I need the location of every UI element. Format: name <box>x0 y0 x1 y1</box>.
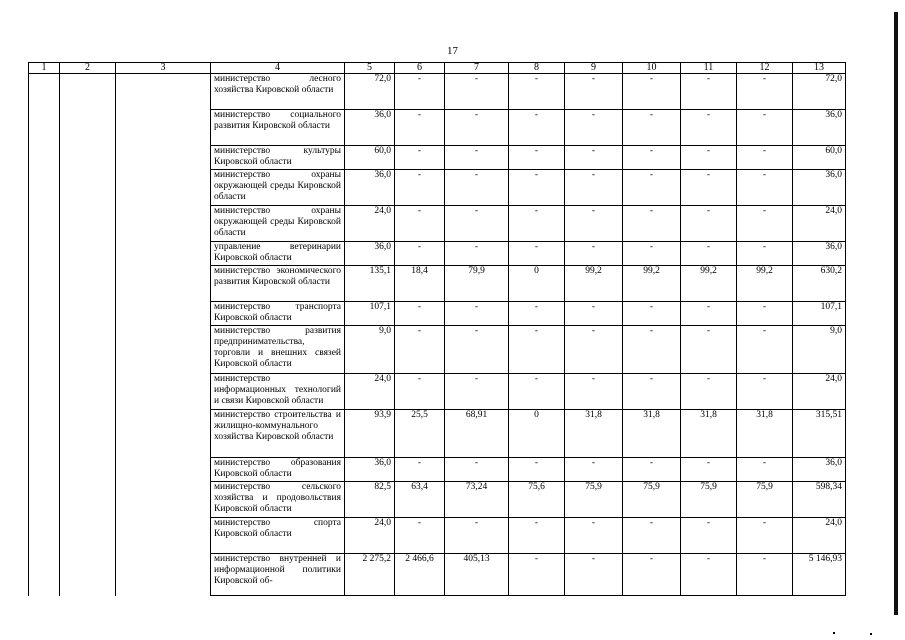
empty-cell <box>60 110 116 146</box>
column-header: 7 <box>445 63 509 74</box>
value-cell-c7: 73,24 <box>445 482 509 518</box>
value-cell-c8: - <box>509 206 565 242</box>
empty-cell <box>116 302 211 326</box>
value-cell-c5: 24,0 <box>345 518 395 554</box>
value-cell-c5: 107,1 <box>345 302 395 326</box>
value-cell-c10: - <box>623 374 681 410</box>
column-number-row <box>29 63 846 74</box>
column-header: 1 <box>29 63 60 74</box>
value-cell-c12: - <box>737 326 793 374</box>
organization-cell: министерство информационных технологий и связи Кировской области <box>211 374 345 410</box>
organization-cell: министерство строительства и жилищно-коммунального хозяйства Кировской области <box>211 410 345 458</box>
value-cell-c5: 9,0 <box>345 326 395 374</box>
empty-cell <box>29 242 60 266</box>
empty-cell <box>60 302 116 326</box>
organization-cell: министерство образования Кировской области <box>211 458 345 482</box>
organization-cell: министерство охраны окружающей среды Кировской области <box>211 206 345 242</box>
value-cell-c8: - <box>509 302 565 326</box>
column-header: 8 <box>509 63 565 74</box>
value-cell-c7: - <box>445 242 509 266</box>
value-cell-c10: - <box>623 458 681 482</box>
table-row <box>29 242 846 266</box>
empty-cell <box>116 74 211 110</box>
table-row <box>29 374 846 410</box>
value-cell-c11: 99,2 <box>681 266 737 302</box>
empty-cell <box>116 242 211 266</box>
organization-cell: министерство сельского хозяйства и продовольствия Кировской области <box>211 482 345 518</box>
empty-cell <box>29 374 60 410</box>
value-cell-c10: - <box>623 170 681 206</box>
empty-cell <box>116 170 211 206</box>
column-header: 12 <box>737 63 793 74</box>
value-cell-c6: - <box>395 374 445 410</box>
value-cell-c7: 68,91 <box>445 410 509 458</box>
value-cell-c7: - <box>445 170 509 206</box>
empty-cell <box>116 146 211 170</box>
table-row <box>29 74 846 110</box>
value-cell-c10: - <box>623 302 681 326</box>
value-cell-c7: - <box>445 374 509 410</box>
column-header: 6 <box>395 63 445 74</box>
value-cell-c13: 24,0 <box>793 374 846 410</box>
empty-cell <box>60 206 116 242</box>
column-header: 4 <box>211 63 345 74</box>
organization-cell: министерство социального развития Кировской области <box>211 110 345 146</box>
value-cell-c7: 405,13 <box>445 554 509 596</box>
value-cell-c7: - <box>445 326 509 374</box>
empty-cell <box>29 410 60 458</box>
table-row <box>29 206 846 242</box>
column-header: 10 <box>623 63 681 74</box>
table-row <box>29 554 846 596</box>
value-cell-c5: 36,0 <box>345 110 395 146</box>
value-cell-c11: - <box>681 170 737 206</box>
value-cell-c8: - <box>509 374 565 410</box>
value-cell-c8: - <box>509 458 565 482</box>
empty-cell <box>60 518 116 554</box>
column-header: 9 <box>565 63 623 74</box>
value-cell-c11: 75,9 <box>681 482 737 518</box>
empty-cell <box>116 482 211 518</box>
organization-cell: министерство транспорта Кировской области <box>211 302 345 326</box>
value-cell-c12: 31,8 <box>737 410 793 458</box>
value-cell-c6: - <box>395 518 445 554</box>
value-cell-c8: - <box>509 170 565 206</box>
table-row <box>29 482 846 518</box>
empty-cell <box>116 458 211 482</box>
value-cell-c10: - <box>623 110 681 146</box>
value-cell-c8: - <box>509 554 565 596</box>
scan-speck <box>833 632 835 634</box>
value-cell-c9: - <box>565 326 623 374</box>
value-cell-c7: - <box>445 74 509 110</box>
empty-cell <box>60 458 116 482</box>
table-row <box>29 146 846 170</box>
value-cell-c11: - <box>681 206 737 242</box>
value-cell-c10: - <box>623 326 681 374</box>
column-header: 13 <box>793 63 846 74</box>
empty-cell <box>60 170 116 206</box>
value-cell-c8: - <box>509 74 565 110</box>
value-cell-c12: - <box>737 302 793 326</box>
empty-cell <box>116 110 211 146</box>
value-cell-c5: 24,0 <box>345 206 395 242</box>
empty-cell <box>60 74 116 110</box>
value-cell-c6: - <box>395 170 445 206</box>
value-cell-c13: 5 146,93 <box>793 554 846 596</box>
value-cell-c12: - <box>737 554 793 596</box>
page-number: 17 <box>447 45 458 57</box>
empty-cell <box>60 482 116 518</box>
value-cell-c7: - <box>445 458 509 482</box>
value-cell-c11: - <box>681 518 737 554</box>
empty-cell <box>29 110 60 146</box>
value-cell-c13: 36,0 <box>793 242 846 266</box>
value-cell-c11: - <box>681 458 737 482</box>
value-cell-c9: 75,9 <box>565 482 623 518</box>
empty-cell <box>29 146 60 170</box>
empty-cell <box>60 146 116 170</box>
value-cell-c9: - <box>565 110 623 146</box>
value-cell-c9: - <box>565 74 623 110</box>
value-cell-c12: - <box>737 374 793 410</box>
value-cell-c7: - <box>445 518 509 554</box>
value-cell-c12: - <box>737 458 793 482</box>
value-cell-c7: 79,9 <box>445 266 509 302</box>
value-cell-c12: - <box>737 206 793 242</box>
value-cell-c9: - <box>565 242 623 266</box>
value-cell-c6: - <box>395 146 445 170</box>
value-cell-c11: - <box>681 326 737 374</box>
value-cell-c5: 72,0 <box>345 74 395 110</box>
value-cell-c6: 25,5 <box>395 410 445 458</box>
value-cell-c11: - <box>681 146 737 170</box>
empty-cell <box>116 266 211 302</box>
table-row <box>29 170 846 206</box>
value-cell-c8: - <box>509 242 565 266</box>
budget-table <box>28 62 846 596</box>
empty-cell <box>116 518 211 554</box>
value-cell-c11: - <box>681 374 737 410</box>
value-cell-c13: 630,2 <box>793 266 846 302</box>
value-cell-c8: 0 <box>509 266 565 302</box>
value-cell-c5: 36,0 <box>345 458 395 482</box>
table-row <box>29 110 846 146</box>
value-cell-c7: - <box>445 146 509 170</box>
value-cell-c13: 36,0 <box>793 170 846 206</box>
value-cell-c5: 36,0 <box>345 170 395 206</box>
value-cell-c10: - <box>623 146 681 170</box>
value-cell-c8: - <box>509 518 565 554</box>
value-cell-c12: - <box>737 170 793 206</box>
value-cell-c12: 75,9 <box>737 482 793 518</box>
value-cell-c9: - <box>565 146 623 170</box>
value-cell-c5: 93,9 <box>345 410 395 458</box>
table-row <box>29 326 846 374</box>
organization-cell: министерство лесного хозяйства Кировской области <box>211 74 345 110</box>
value-cell-c11: - <box>681 302 737 326</box>
empty-cell <box>29 482 60 518</box>
value-cell-c9: - <box>565 170 623 206</box>
scan-edge-bar <box>894 12 898 615</box>
value-cell-c5: 2 275,2 <box>345 554 395 596</box>
value-cell-c6: - <box>395 110 445 146</box>
value-cell-c12: 99,2 <box>737 266 793 302</box>
empty-cell <box>29 266 60 302</box>
empty-cell <box>60 554 116 596</box>
value-cell-c11: - <box>681 554 737 596</box>
value-cell-c10: - <box>623 554 681 596</box>
empty-cell <box>29 170 60 206</box>
empty-cell <box>29 206 60 242</box>
table-row <box>29 458 846 482</box>
value-cell-c6: - <box>395 74 445 110</box>
empty-cell <box>29 74 60 110</box>
column-header: 11 <box>681 63 737 74</box>
organization-cell: министерство спорта Кировской области <box>211 518 345 554</box>
empty-cell <box>60 242 116 266</box>
value-cell-c8: - <box>509 146 565 170</box>
organization-cell: министерство экономического развития Кировской области <box>211 266 345 302</box>
value-cell-c10: 99,2 <box>623 266 681 302</box>
empty-cell <box>29 554 60 596</box>
value-cell-c6: - <box>395 206 445 242</box>
value-cell-c11: - <box>681 74 737 110</box>
value-cell-c5: 24,0 <box>345 374 395 410</box>
organization-cell: министерство культуры Кировской области <box>211 146 345 170</box>
value-cell-c5: 60,0 <box>345 146 395 170</box>
value-cell-c13: 9,0 <box>793 326 846 374</box>
value-cell-c12: - <box>737 74 793 110</box>
value-cell-c8: 0 <box>509 410 565 458</box>
value-cell-c13: 36,0 <box>793 458 846 482</box>
value-cell-c11: - <box>681 110 737 146</box>
value-cell-c9: - <box>565 374 623 410</box>
value-cell-c5: 36,0 <box>345 242 395 266</box>
value-cell-c6: 18,4 <box>395 266 445 302</box>
value-cell-c12: - <box>737 146 793 170</box>
empty-cell <box>60 374 116 410</box>
column-header: 5 <box>345 63 395 74</box>
organization-cell: министерство охраны окружающей среды Кировской области <box>211 170 345 206</box>
table-row <box>29 266 846 302</box>
organization-cell: управление ветеринарии Кировской области <box>211 242 345 266</box>
value-cell-c9: 99,2 <box>565 266 623 302</box>
empty-cell <box>116 410 211 458</box>
value-cell-c13: 72,0 <box>793 74 846 110</box>
value-cell-c6: - <box>395 242 445 266</box>
value-cell-c6: - <box>395 326 445 374</box>
empty-cell <box>29 458 60 482</box>
value-cell-c7: - <box>445 110 509 146</box>
empty-cell <box>116 374 211 410</box>
value-cell-c7: - <box>445 206 509 242</box>
scan-speck <box>870 633 872 635</box>
value-cell-c6: - <box>395 302 445 326</box>
value-cell-c6: 63,4 <box>395 482 445 518</box>
value-cell-c13: 36,0 <box>793 110 846 146</box>
empty-cell <box>60 326 116 374</box>
value-cell-c10: 31,8 <box>623 410 681 458</box>
value-cell-c11: 31,8 <box>681 410 737 458</box>
value-cell-c13: 24,0 <box>793 518 846 554</box>
value-cell-c13: 60,0 <box>793 146 846 170</box>
value-cell-c7: - <box>445 302 509 326</box>
value-cell-c12: - <box>737 110 793 146</box>
organization-cell: министерство развития предпринимательства, торговли и внешних связей Кировской области <box>211 326 345 374</box>
table-row <box>29 302 846 326</box>
empty-cell <box>60 266 116 302</box>
value-cell-c9: - <box>565 206 623 242</box>
value-cell-c8: - <box>509 326 565 374</box>
empty-cell <box>60 410 116 458</box>
table-row <box>29 518 846 554</box>
value-cell-c6: 2 466,6 <box>395 554 445 596</box>
empty-cell <box>29 326 60 374</box>
empty-cell <box>29 302 60 326</box>
value-cell-c12: - <box>737 518 793 554</box>
value-cell-c11: - <box>681 242 737 266</box>
column-header: 3 <box>116 63 211 74</box>
value-cell-c9: - <box>565 554 623 596</box>
value-cell-c12: - <box>737 242 793 266</box>
value-cell-c8: - <box>509 110 565 146</box>
value-cell-c9: - <box>565 518 623 554</box>
empty-cell <box>116 326 211 374</box>
empty-cell <box>116 206 211 242</box>
table-row <box>29 410 846 458</box>
value-cell-c13: 598,34 <box>793 482 846 518</box>
value-cell-c10: - <box>623 206 681 242</box>
value-cell-c9: 31,8 <box>565 410 623 458</box>
value-cell-c10: - <box>623 74 681 110</box>
empty-cell <box>29 518 60 554</box>
value-cell-c9: - <box>565 302 623 326</box>
value-cell-c10: 75,9 <box>623 482 681 518</box>
value-cell-c13: 24,0 <box>793 206 846 242</box>
value-cell-c10: - <box>623 242 681 266</box>
value-cell-c6: - <box>395 458 445 482</box>
value-cell-c5: 135,1 <box>345 266 395 302</box>
column-header: 2 <box>60 63 116 74</box>
organization-cell: министерство внутренней и информационной политики Кировской об- <box>211 554 345 596</box>
value-cell-c8: 75,6 <box>509 482 565 518</box>
value-cell-c13: 315,51 <box>793 410 846 458</box>
value-cell-c13: 107,1 <box>793 302 846 326</box>
value-cell-c10: - <box>623 518 681 554</box>
value-cell-c9: - <box>565 458 623 482</box>
empty-cell <box>116 554 211 596</box>
value-cell-c5: 82,5 <box>345 482 395 518</box>
